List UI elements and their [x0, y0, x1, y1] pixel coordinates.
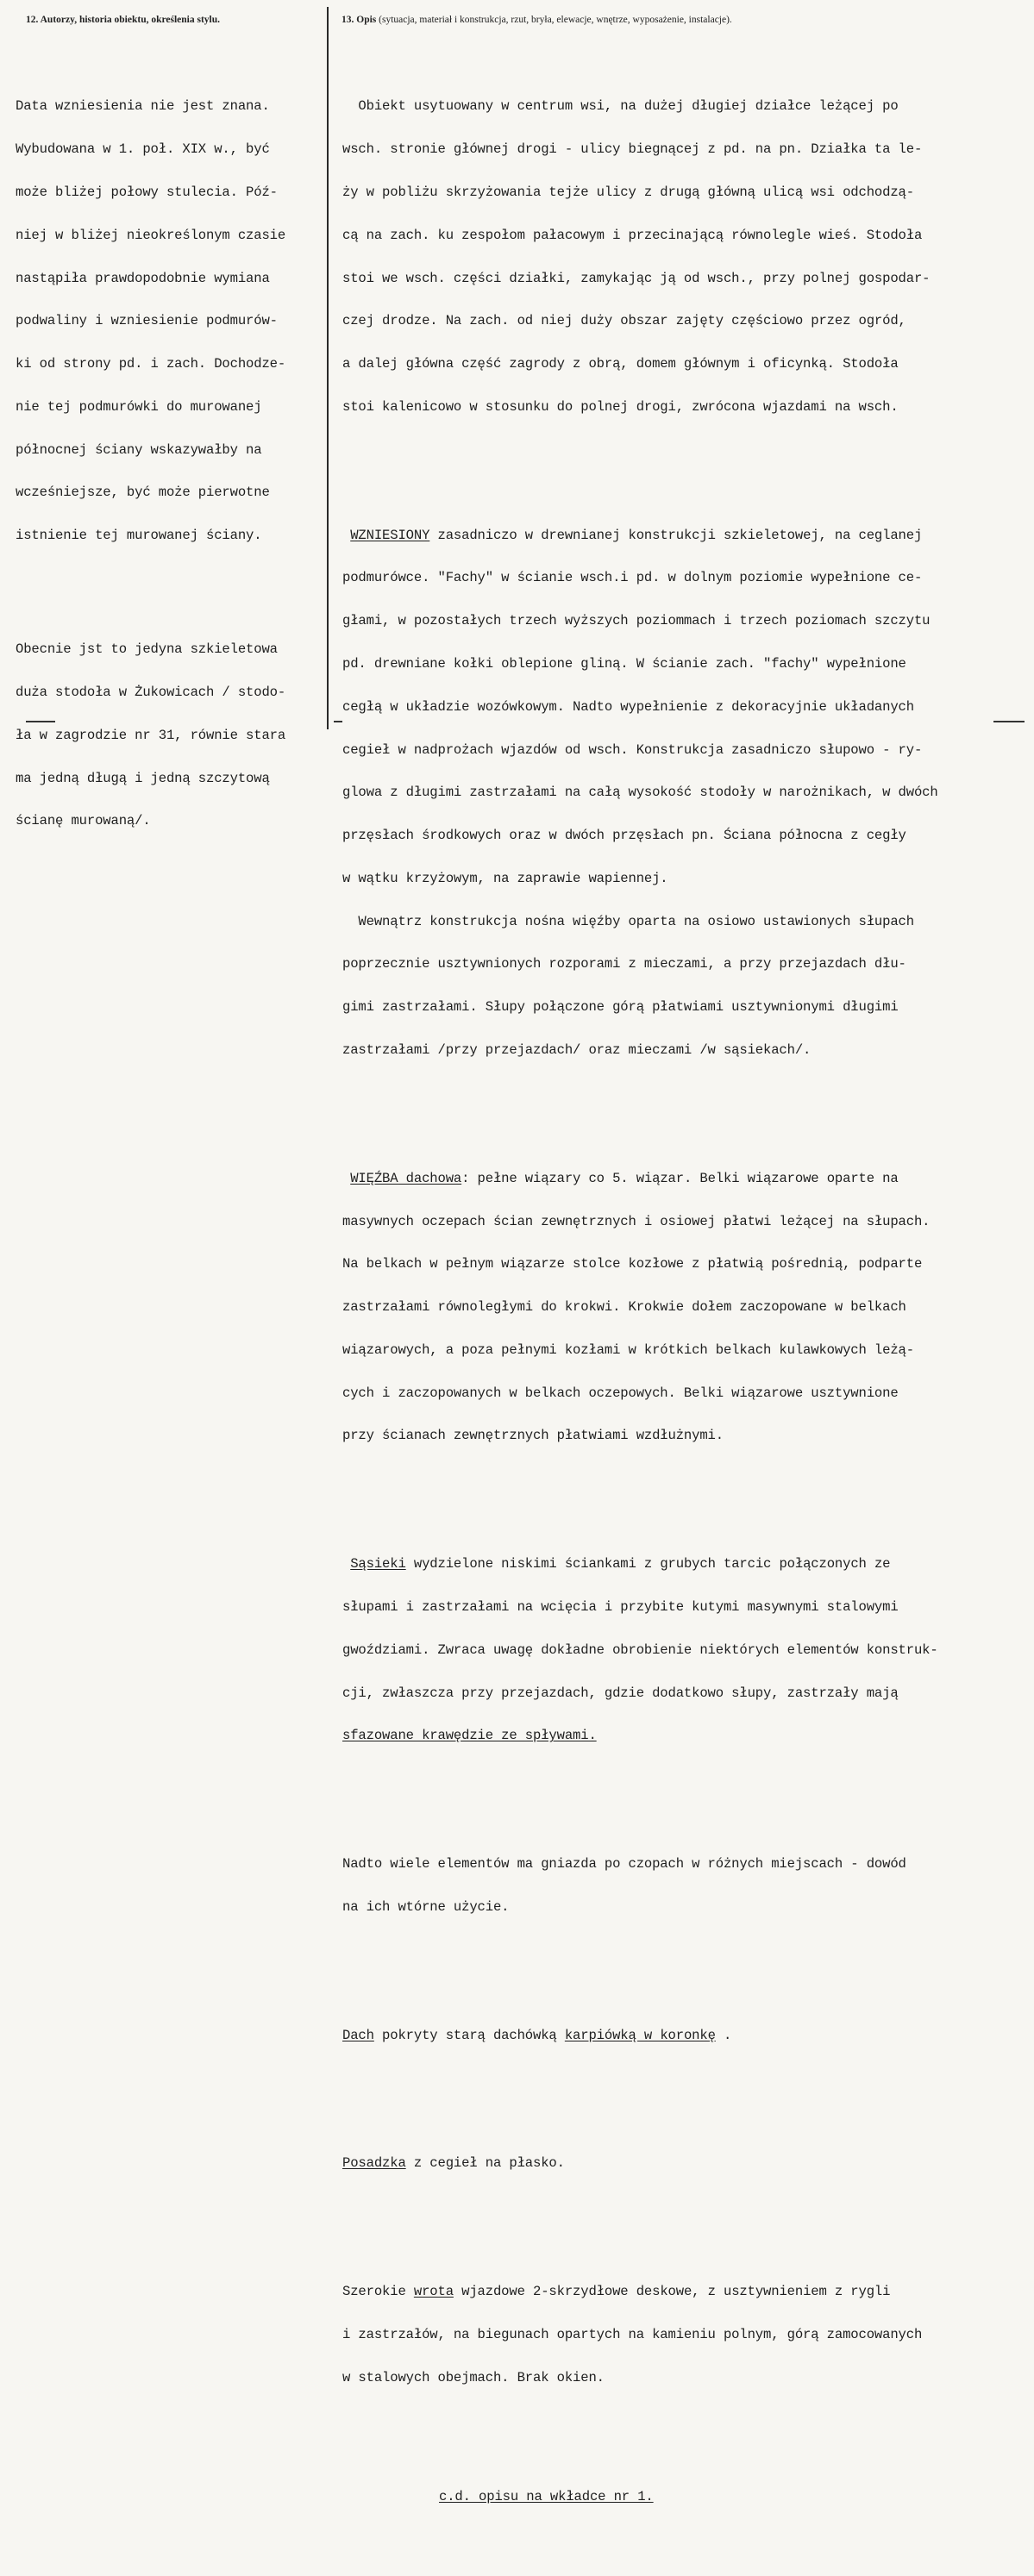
text-line: przy ścianach zewnętrznych płatwiami wzdłużnymi. — [342, 1428, 724, 1444]
text-line: północnej ściany wskazywałby na — [16, 441, 262, 458]
text-line: głami, w pozostałych trzech wyższych poziommach i trzech poziomach szczytu — [342, 613, 931, 629]
text-line: przęsłach środkowych oraz w dwóch przęsłach pn. Ściana północna z cegły — [342, 828, 906, 844]
text-span: wydzielone niskimi ściankami z grubych tarcic połączonych ze — [405, 1556, 891, 1572]
text-line: niej w bliżej nieokreślonym czasie — [16, 227, 286, 243]
text-line: w wątku krzyżowym, na zaprawie wapiennej. — [342, 870, 668, 886]
text-span: wjazdowe 2-skrzydłowe deskowe, z usztywnieniem z rygli — [453, 2284, 891, 2300]
text-line: Wewnątrz konstrukcja nośna więźby oparta na osiowo ustawionych słupach — [342, 913, 914, 929]
text-line: nie tej podmurówki do murowanej — [16, 398, 262, 415]
text-line — [342, 528, 1015, 543]
text-line: gwoździami. Zwraca uwagę dokładne obrobienie niektórych elementów konstruk- — [342, 1641, 938, 1658]
text-span: pokryty starą dachówką — [373, 2027, 565, 2043]
text-line: cegieł w nadprożach wjazdów od wsch. Konstrukcja zasadniczo słupowo - ry- — [342, 741, 923, 758]
construction-paragraph — [342, 499, 1015, 1085]
text-line: pd. drewniane kołki oblepione gliną. W ścianie zach. "fachy" wypełnione — [342, 655, 906, 672]
text-line: ła w zagrodzie nr 31, równie stara — [16, 727, 286, 743]
text-line — [342, 2156, 1015, 2171]
text-line: podwaliny i wzniesienie podmurów- — [16, 313, 278, 329]
text-line: Na belkach w pełnym wiązarze stolce kozłowe z płatwią pośrednią, podparte — [342, 1256, 923, 1272]
underlined-text: sfazowane krawędzie ze spływami. — [342, 1728, 597, 1744]
continuation-note — [342, 2461, 1015, 2533]
roof-paragraph — [342, 1999, 1015, 2071]
text-line: gimi zastrzałami. Słupy połączone górą płatwiami usztywnionymi długimi — [342, 999, 899, 1016]
text-line: a dalej główna część zagrody z obrą, domem głównym i oficynką. Stodoła — [342, 356, 899, 372]
text-line — [342, 1557, 1015, 1572]
text-line: cegłą w układzie wozówkowym. Nadto wypełnienie z dekoracyjnie układanych — [342, 698, 914, 715]
underlined-text: karpiówką w koronkę — [564, 2027, 716, 2043]
text-span: . — [715, 2027, 732, 2043]
text-line: cą na zach. ku zespołom pałacowym i przecinającą równolegle wieś. Stodoła — [342, 227, 923, 243]
column-divider — [327, 7, 329, 729]
text-line: ki od strony pd. i zach. Dochodze- — [16, 356, 286, 372]
text-line — [439, 2490, 1015, 2504]
text-line: ży w pobliżu skrzyżowania tejże ulicy z drugą główną ulicą wsi odchodzą- — [342, 184, 914, 200]
text-line: duża stodoła w Żukowicach / stodo- — [16, 685, 286, 701]
text-line: Nadto wiele elementów ma gniazda po czopach w różnych miejscach - dowód — [342, 1856, 906, 1873]
text-line: Wybudowana w 1. poł. XIX w., być — [16, 141, 270, 158]
underlined-heading: WIĘŹBA — [350, 1170, 398, 1186]
footer-rule-middle — [334, 721, 342, 722]
text-line: zastrzałami równoległymi do krokwi. Krokwie dołem zaczopowane w belkach — [342, 1299, 906, 1316]
text-line: ma jedną długą i jedną szczytową — [16, 770, 270, 786]
left-column-header — [26, 15, 220, 25]
underlined-heading: Dach — [342, 2027, 374, 2043]
text-span: z cegieł na płasko. — [405, 2155, 565, 2172]
history-paragraph-2 — [16, 614, 317, 857]
text-line: masywnych oczepach ścian zewnętrznych i osiowej płatwi leżącej na słupach. — [342, 1213, 931, 1229]
text-span: : pełne wiązary co 5. wiązar. Belki wiązarowe oparte na — [461, 1170, 899, 1186]
history-text — [16, 42, 317, 899]
roof-truss-paragraph — [342, 1143, 1015, 1472]
text-line: wcześniejsze, być może pierwotne — [16, 485, 270, 501]
history-paragraph-1 — [16, 71, 317, 572]
text-span: dachowa — [398, 1170, 462, 1186]
continuation-text: c.d. opisu na wkładce nr 1. — [439, 2489, 654, 2505]
text-line: stoi kalenicowo w stosunku do polnej drogi, zwrócona wjazdami na wsch. — [342, 398, 899, 415]
text-line — [342, 1729, 1015, 1743]
text-line: na ich wtórne użycie. — [342, 1898, 510, 1915]
description-text — [342, 42, 1015, 2575]
footer-rule-right — [993, 721, 1025, 722]
footer-rule-left — [26, 721, 55, 722]
text-line: cych i zaczopowanych w belkach oczepowych. Belki wiązarowe usztywnione — [342, 1385, 899, 1401]
text-span: Szerokie — [342, 2284, 414, 2300]
text-line: ścianę murowaną/. — [16, 813, 151, 829]
reuse-paragraph — [342, 1829, 1015, 1943]
text-line: może bliżej połowy stulecia. Póź- — [16, 184, 278, 200]
text-span: zasadniczo w drewnianej konstrukcji szkieletowej, na ceglanej — [429, 527, 923, 543]
text-line: Obiekt usytuowany w centrum wsi, na dużej długiej działce leżącej po — [342, 98, 899, 115]
text-line: poprzecznie usztywnionych rozporami z mieczami, a przy przejazdach dłu- — [342, 956, 906, 972]
text-line: istnienie tej murowanej ściany. — [16, 528, 262, 544]
text-line: Data wzniesienia nie jest znana. — [16, 98, 270, 115]
text-line: stoi we wsch. części działki, zamykając ją od wsch., przy polnej gospodar- — [342, 270, 931, 286]
text-line: wsch. stronie głównej drogi - ulicy biegnącej z pd. na pn. Działka ta le- — [342, 141, 923, 158]
underlined-heading: Posadzka — [342, 2155, 406, 2172]
right-header-label: 13. Opis — [342, 15, 377, 25]
text-line: wiązarowych, a poza pełnymi kozłami w krótkich belkach kulawkowych leżą- — [342, 1341, 914, 1358]
text-line: cji, zwłaszcza przy przejazdach, gdzie dodatkowo słupy, zastrzały mają — [342, 1685, 899, 1701]
text-line: czej drodze. Na zach. od niej duży obszar zajęty częściowo przez ogród, — [342, 313, 906, 329]
location-paragraph — [342, 71, 1015, 442]
left-header-label: 12. Autorzy, historia obiektu, określenia stylu. — [26, 15, 221, 25]
text-line: i zastrzałów, na biegunach opartych na kamieniu polnym, górą zamocowanych — [342, 2326, 923, 2342]
floor-paragraph — [342, 2128, 1015, 2199]
text-line: Obecnie jst to jedyna szkieletowa — [16, 641, 278, 658]
text-line: zastrzałami /przy przejazdach/ oraz mieczami /w sąsiekach/. — [342, 1041, 812, 1058]
underlined-heading: wrota — [413, 2284, 454, 2300]
underlined-heading: Sąsieki — [350, 1556, 406, 1572]
underlined-heading: WZNIESIONY — [350, 527, 430, 543]
text-line: słupami i zastrzałami na wcięcia i przybite kutymi masywnymi stalowymi — [342, 1598, 899, 1615]
text-line — [342, 2029, 1015, 2043]
text-line: nastąpiła prawdopodobnie wymiana — [16, 270, 270, 286]
gates-paragraph — [342, 2256, 1015, 2414]
text-line: podmurówce. "Fachy" w ścianie wsch.i pd. w dolnym poziomie wypełnione ce- — [342, 570, 923, 586]
right-header-sublabel: (sytuacja, materiał i konstrukcja, rzut, bryła, elewacje, wnętrze, wyposażenie, instalacje). — [376, 15, 732, 25]
text-line — [342, 1172, 1015, 1186]
bays-paragraph — [342, 1529, 1015, 1772]
text-line — [342, 2285, 1015, 2299]
text-line: glowa z długimi zastrzałami na całą wysokość stodoły w narożnikach, w dwóch — [342, 785, 938, 801]
right-column-header — [342, 15, 732, 25]
text-line: w stalowych obejmach. Brak okien. — [342, 2369, 605, 2385]
